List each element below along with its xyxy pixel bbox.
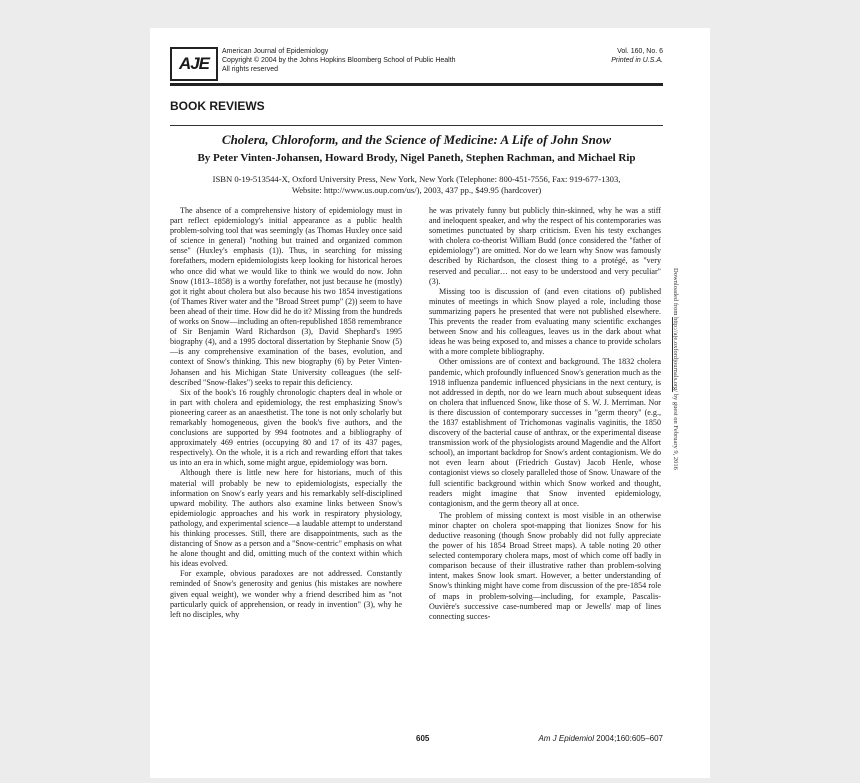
paragraph: The absence of a comprehensive history of epidemiology must in part reflect epidemiology's initial appearance as a public health problem-solving tool that was seemingly (as Thomas Huxley once said of science in general) "nothing but trained and organized common sense" (Huxley's emphasis (1)). Thus, in searching for missing forefathers, modern epidemiologists keep looking for historical heroes who once did what we would like to think we would do now. John Snow (1813–1858) is a worthy forefather, not just because he (mostly) got it right about cholera but also because his two 1854 investigations (of Thames River water and the "Broad Street pump" (2)) seem to have been ahead of their time. How did he do it? Missing from the hundreds of works on Snow—including an often-republished 1858 remembrance of Sir Benjamin Ward Richardson (3), David Shephard's 1995 biography (4), and a 1995 doctoral dissertation by Stephanie Snow (5)—is any comprehensive examination of the bases, evolution, and context of Snow's thinking. This new biography (6) by Peter Vinten-Johansen and his Michigan State University colleagues (the self-described "Snow-flakes") seeks to repair this deficiency. <box>170 206 402 387</box>
volume-info <box>611 47 663 65</box>
journal-name: American Journal of Epidemiology <box>222 48 329 55</box>
printed-location: Printed in U.S.A. <box>611 57 663 64</box>
download-suffix: by guest on February 9, 2016 <box>672 393 679 470</box>
book-authors: By Peter Vinten-Johansen, Howard Brody, Nigel Paneth, Stephen Rachman, and Michael Rip <box>197 152 636 164</box>
download-prefix: Downloaded from <box>672 268 679 316</box>
isbn-info <box>170 174 663 196</box>
journal-logo: AJE <box>170 47 218 81</box>
copyright-line: Copyright © 2004 by the Johns Hopkins Bloomberg School of Public Health <box>222 57 456 64</box>
paragraph: Six of the book's 16 roughly chronologic chapters deal in whole or in part with cholera and epidemiology, the rest emphasizing Snow's pioneering career as an anaesthetist. The tone is not only scholarly but remarkably homogeneous, given the book's five authors, and the conclusions are supported by 994 footnotes and a bibliography of approximately 469 entries (occupying 80 and 17 of its 437 pages, respectively). On the whole, it is a rich and rewarding effort that takes us into an era in which, some might argue, epidemiology was born. <box>170 387 402 468</box>
volume-number: Vol. 160, No. 6 <box>617 48 663 55</box>
citation-journal: Am J Epidemiol <box>538 734 595 743</box>
left-column <box>170 206 402 620</box>
paragraph: The problem of missing context is most visible in an otherwise minor chapter on cholera spot-mapping that lionizes Snow for his deductive reasoning (though Snow probably did not fully appreciate the power of his 1854 Broad Street maps). A table noting 20 other selected contemporary cholera maps, most of which come off badly in comparison because of their illustrative rather than problem-solving intent, makes Snow look smart. However, a better understanding of Snow's thinking might have come from discussion of the pre-1854 role of maps in problem-solving—including, for example, Pascalis-Ouvière's successive case-numbered map or Jewells' map of lines connecting succes- <box>429 510 661 621</box>
paragraph: Missing too is discussion of (and even citations of) published minutes of meetings in which Snow played a role, including those summarizing papers he presented that were not published elsewhere. This prevents the reader from evaluating many scientific exchanges between Snow and his colleagues, leaves us in the dark about what ideas he was being exposed to, and misses a chance to provide scholars with a more complete bibliography. <box>429 286 661 357</box>
paragraph: he was privately funny but publicly thin-skinned, why he was a stiff and ineloquent speaker, and why the respect of his contemporaries was sometimes punctuated by sharp criticism. Even his testy exchanges with cholera co-theorist William Budd (once considered the "father of epidemiology") are omitted. Nor do we learn why Snow was famously described by Richardson, the closest thing to a protégé, as "very reserved and peculiar… not easy to be understood and very peculiar" (3). <box>429 206 661 286</box>
rights-line: All rights reserved <box>222 66 279 73</box>
citation-details: 2004;160:605–607 <box>596 734 663 743</box>
page-number: 605 <box>416 734 430 743</box>
citation <box>538 734 663 743</box>
journal-info <box>222 47 456 74</box>
book-title: Cholera, Chloroform, and the Science of Medicine: A Life of John Snow <box>221 132 612 147</box>
section-rule <box>170 125 663 126</box>
journal-page <box>150 28 710 778</box>
isbn-line-2: Website: http://www.us.oup.com/us/), 2003, 437 pp., $49.95 (hardcover) <box>291 185 542 195</box>
section-title: BOOK REVIEWS <box>170 99 265 113</box>
paragraph: Although there is little new here for historians, much of this material will probably be new to epidemiologists, especially the information on Snow's early years and his remarkably self-disciplined upward mobility. The authors also examine links between Snow's epidemiologic approaches and his work in respiratory physiology, pathology, and experimental science—a laudable attempt to understand his thinking processes. Still, there are disappointments, such as the distancing of Snow as a person and a "Snow-centric" emphasis on what he alone thought and did, omitting much of the context within which his ideas evolved. <box>170 468 402 569</box>
right-column <box>429 206 661 622</box>
isbn-line-1: ISBN 0-19-513544-X, Oxford University Press, New York, New York (Telephone: 800-451-7556, Fax: 919-677-1303, <box>212 174 621 184</box>
paragraph: Other omissions are of context and background. The 1832 cholera pandemic, which profoundly influenced Snow's generation much as the 1918 influenza pandemic influenced physicians in the next century, is not addressed in depth, nor do we learn much about subsequent ideas on cholera that influenced Snow, like those of S. W. J. Merriman. Nor is there discussion of contemporary successes in "germ theory" (e.g., the 1837 establishment of Trichomonas vaginalis vaginitis, the 1850 discovery of the bacterial cause of anthrax, or the experimental disease transmission work of the physiologists around Magendie and the Alfort school), an important backdrop for Snow's ardent contagionism. We do not even learn about (Friedrich Gustav) Jacob Henle, whose contagionist views so closely paralleled those of Snow. Unaware of the full scientific background within which Snow worked and thought, readers might imagine that Snow invented epidemiology, contagionism, and the germ theory all at once. <box>429 357 661 508</box>
header-rule <box>170 83 663 86</box>
download-link[interactable]: http://aje.oxfordjournals.org/ <box>672 317 679 393</box>
download-note <box>667 268 679 528</box>
paragraph: For example, obvious paradoxes are not addressed. Constantly reminded of Snow's generosity and genius (his mistakes are nowhere given equal weight), we wonder why a friend described him as "not particularly quick of apprehension, or ready in invention" (3), why he left no disciples, why <box>170 569 402 619</box>
